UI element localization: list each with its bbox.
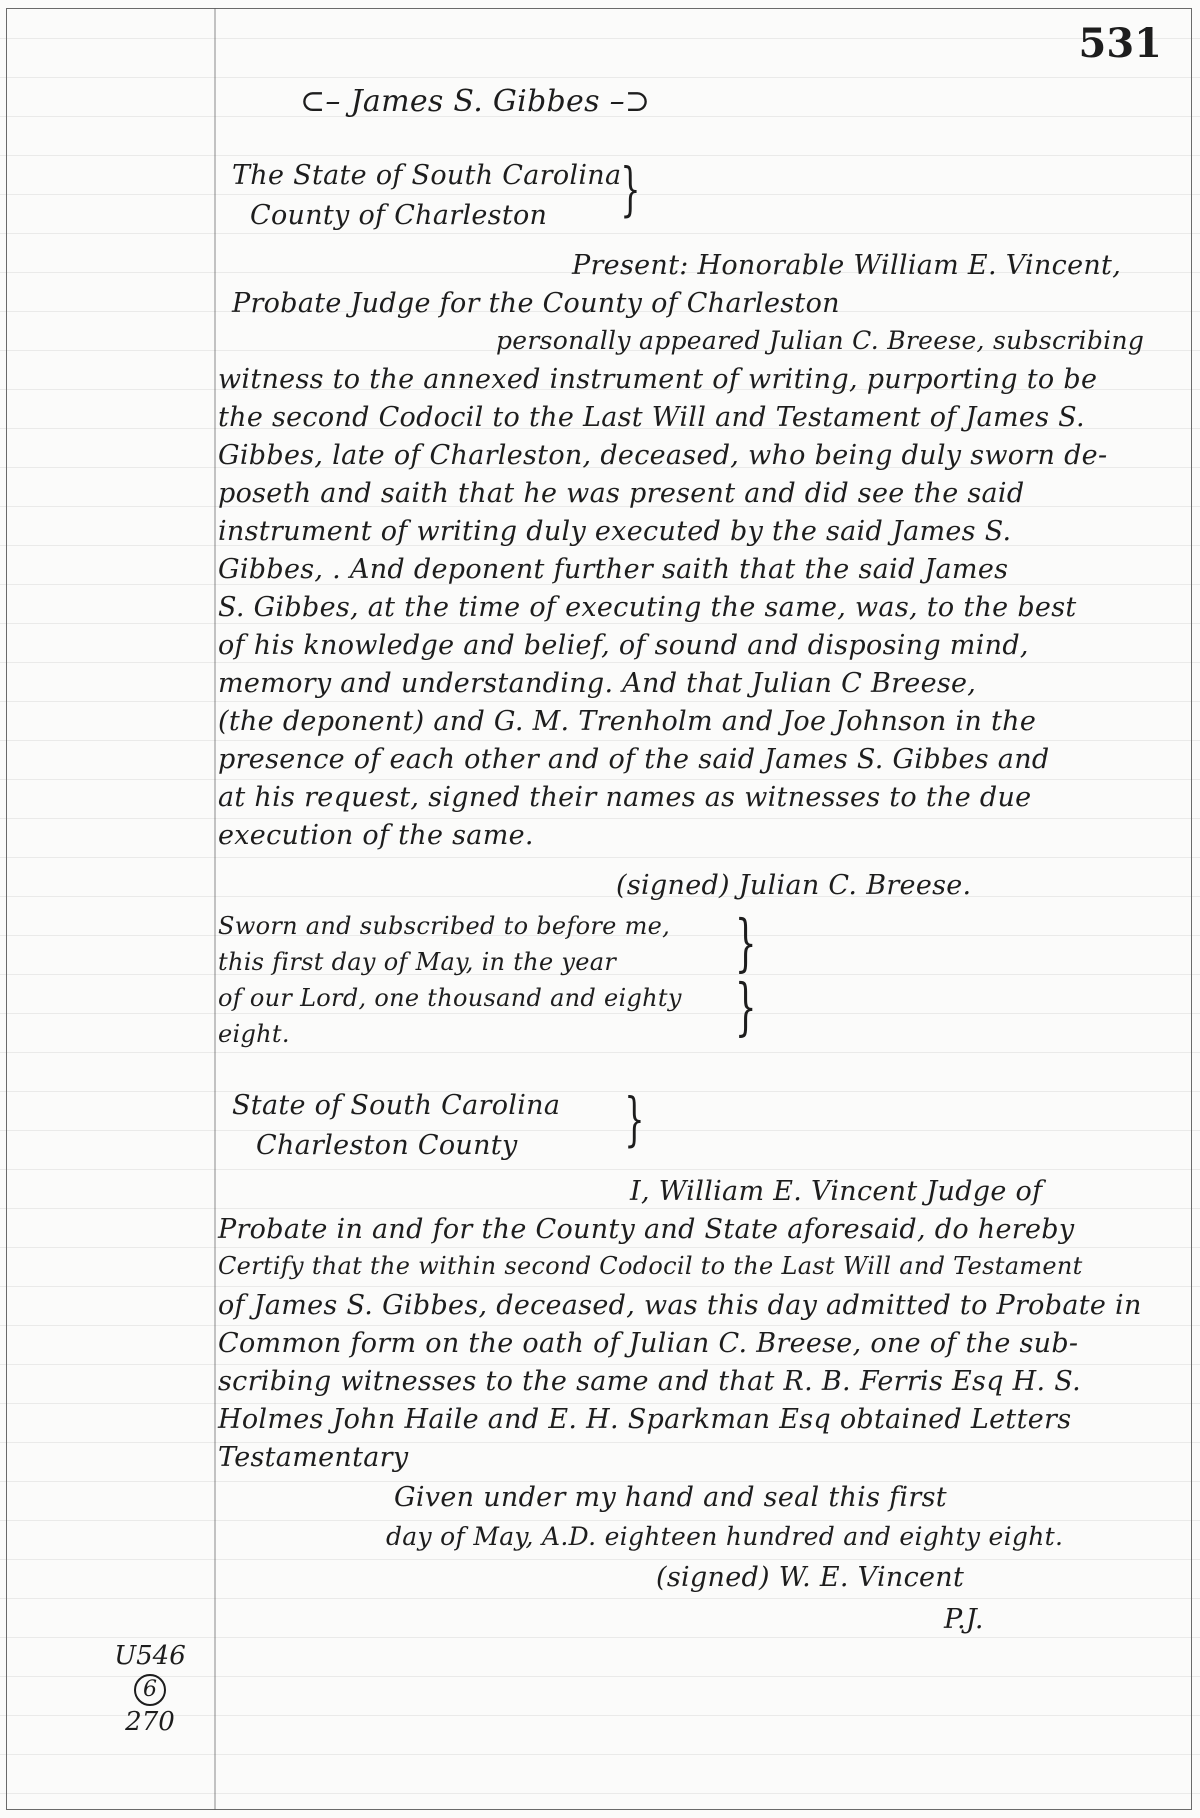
sworn-brace: } — [734, 970, 757, 1043]
record-title — [300, 84, 650, 119]
affidavit-line: presence of each other and of the said James S. Gibbes and — [218, 744, 1050, 775]
certificate-line: Certify that the within second Codocil to the Last Will and Testament — [218, 1252, 1083, 1280]
certificate-signature: (signed) W. E. Vincent — [656, 1562, 965, 1593]
record-title-text: James S. Gibbes — [350, 84, 600, 119]
sworn-brace: } — [734, 906, 757, 979]
given-line: day of May, A.D. eighteen hundred and eighty eight. — [386, 1522, 1064, 1551]
affidavit-line: poseth and saith that he was present and did see the said — [218, 478, 1025, 509]
title-ornament-left: ⊂– — [300, 84, 351, 119]
certificate-line: Probate in and for the County and State aforesaid, do hereby — [218, 1214, 1075, 1245]
title-ornament-right: –⊃ — [599, 84, 651, 119]
caption2-state: State of South Carolina — [232, 1090, 561, 1121]
present-line: Present: Honorable William E. Vincent, — [572, 250, 1122, 281]
affidavit-line: at his request, signed their names as witnesses to the due — [218, 782, 1032, 813]
sworn-line: this first day of May, in the year — [218, 948, 617, 976]
affidavit-line: of his knowledge and belief, of sound and disposing mind, — [218, 630, 1029, 661]
certificate-line: Holmes John Haile and E. H. Sparkman Esq obtained Letters — [218, 1404, 1072, 1435]
affidavit-line: witness to the annexed instrument of writing, purporting to be — [218, 364, 1098, 395]
affidavit-line: personally appeared Julian C. Breese, subscribing — [496, 326, 1145, 355]
sworn-line: eight. — [218, 1020, 290, 1048]
affidavit-line: the second Codocil to the Last Will and Testament of James S. — [218, 402, 1085, 433]
affidavit-signature: (signed) Julian C. Breese. — [616, 870, 972, 901]
sworn-line: of our Lord, one thousand and eighty — [218, 984, 682, 1012]
caption-brace: } — [620, 155, 641, 223]
page-number: 531 — [1078, 20, 1162, 67]
given-line: Given under my hand and seal this first — [394, 1482, 947, 1513]
affidavit-line: (the deponent) and G. M. Trenholm and Joe Johnson in the — [218, 706, 1037, 737]
certificate-line: of James S. Gibbes, deceased, was this day admitted to Probate in — [218, 1290, 1142, 1321]
affidavit-line: instrument of writing duly executed by the said James S. — [218, 516, 1012, 547]
affidavit-line: memory and understanding. And that Julian C Breese, — [218, 668, 977, 699]
judge-line: Probate Judge for the County of Charleston — [232, 288, 840, 319]
certificate-line: Testamentary — [218, 1442, 409, 1473]
left-margin-rule — [214, 8, 216, 1810]
marginal-note-line: 270 — [125, 1707, 175, 1737]
caption-state: The State of South Carolina — [232, 160, 622, 191]
certificate-line: scribing witnesses to the same and that R. B. Ferris Esq H. S. — [218, 1366, 1081, 1397]
sworn-line: Sworn and subscribed to before me, — [218, 912, 671, 940]
certificate-line: I, William E. Vincent Judge of — [630, 1176, 1043, 1207]
marginal-note — [110, 1640, 190, 1738]
marginal-note-line: U546 — [114, 1641, 186, 1671]
caption2-county: Charleston County — [256, 1130, 518, 1161]
caption2-brace: } — [624, 1085, 645, 1153]
certificate-line: Common form on the oath of Julian C. Breese, one of the sub- — [218, 1328, 1079, 1359]
circled-number: 6 — [134, 1674, 166, 1706]
affidavit-line: Gibbes, late of Charleston, deceased, who being duly sworn de- — [218, 440, 1108, 471]
caption-county: County of Charleston — [250, 200, 548, 231]
affidavit-line: execution of the same. — [218, 820, 534, 851]
affidavit-line: Gibbes, . And deponent further saith that the said James — [218, 554, 1009, 585]
affidavit-line: S. Gibbes, at the time of executing the same, was, to the best — [218, 592, 1077, 623]
marginal-note-circled — [110, 1672, 190, 1706]
certificate-title: P.J. — [944, 1604, 984, 1635]
